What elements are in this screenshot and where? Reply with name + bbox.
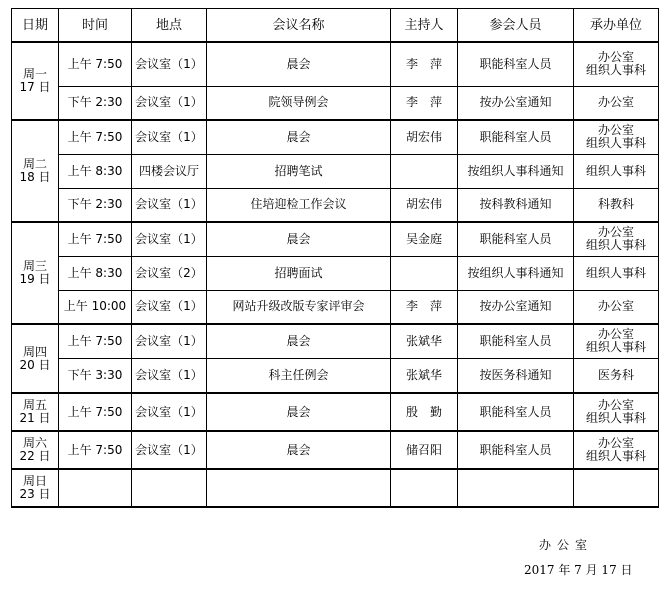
meeting-name-cell: 网站升级改版专家评审会 — [207, 290, 391, 324]
host-cell — [391, 469, 458, 507]
meeting-name-cell: 招聘笔试 — [207, 154, 391, 188]
attendees-cell: 职能科室人员 — [458, 120, 574, 154]
host-cell — [391, 256, 458, 290]
meeting-schedule-table — [11, 8, 659, 508]
organizer-line: 组织人事科 — [585, 340, 646, 355]
place-cell: 会议室（1） — [132, 120, 207, 154]
table-row — [12, 42, 659, 86]
table-row — [12, 120, 659, 154]
organizer-cell — [574, 393, 659, 431]
meeting-name-cell: 招聘面试 — [207, 256, 391, 290]
meeting-name-cell: 科主任例会 — [207, 358, 391, 393]
day-label-line: 周五 — [22, 398, 47, 412]
time-cell: 上午 7:50 — [59, 42, 132, 86]
place-cell: 会议室（1） — [132, 290, 207, 324]
day-label-line: 23 日 — [19, 487, 51, 501]
day-label-line: 20 日 — [19, 357, 51, 372]
attendees-cell: 按办公室通知 — [458, 290, 574, 324]
time-cell: 上午 8:30 — [59, 256, 132, 290]
place-cell: 会议室（2） — [132, 256, 207, 290]
day-label-line: 17 日 — [19, 80, 51, 94]
organizer-line: 办公室 — [597, 436, 634, 450]
footer-office: 办公室 — [539, 538, 594, 552]
time-cell: 下午 2:30 — [59, 86, 132, 120]
table-row — [12, 188, 659, 222]
table-row — [12, 469, 659, 507]
organizer-cell — [574, 120, 659, 154]
time-cell: 上午 7:50 — [59, 120, 132, 154]
day-label-line: 22 日 — [19, 449, 51, 463]
table-row — [12, 86, 659, 120]
organizer-line: 办公室 — [597, 327, 634, 342]
organizer-cell — [574, 188, 659, 222]
organizer-line: 医务科 — [597, 367, 634, 382]
organizer-cell — [574, 290, 659, 324]
host-cell: 储召阳 — [391, 431, 458, 469]
organizer-line: 办公室 — [597, 95, 634, 110]
time-cell: 上午 10:00 — [59, 290, 132, 324]
place-cell: 会议室（1） — [132, 324, 207, 358]
host-cell: 张斌华 — [391, 324, 458, 358]
meeting-name-cell: 晨会 — [207, 222, 391, 256]
meeting-name-cell — [207, 469, 391, 507]
meeting-name-cell: 晨会 — [207, 324, 391, 358]
day-label-line: 21 日 — [19, 411, 51, 425]
time-cell: 下午 2:30 — [59, 188, 132, 222]
organizer-line: 办公室 — [597, 299, 634, 314]
day-label-line: 19 日 — [19, 272, 51, 286]
meeting-name-cell: 晨会 — [207, 120, 391, 154]
time-cell: 上午 7:50 — [59, 431, 132, 469]
organizer-line: 办公室 — [597, 50, 634, 65]
organizer-cell — [574, 324, 659, 358]
table-row — [12, 393, 659, 431]
header-organizer: 承办单位 — [574, 9, 659, 43]
day-cell — [12, 469, 59, 507]
day-label-line: 周二 — [22, 157, 47, 171]
organizer-line: 组织人事科 — [585, 238, 646, 253]
header-row — [12, 9, 659, 43]
schedule-body — [12, 42, 659, 507]
meeting-name-cell: 院领导例会 — [207, 86, 391, 120]
host-cell: 吴金庭 — [391, 222, 458, 256]
attendees-cell: 按办公室通知 — [458, 86, 574, 120]
day-label-line: 周一 — [22, 67, 47, 81]
day-cell — [12, 324, 59, 393]
day-label-line: 周日 — [22, 474, 47, 488]
day-cell — [12, 431, 59, 469]
table-row — [12, 290, 659, 324]
day-label-line: 周三 — [22, 259, 47, 273]
place-cell: 会议室（1） — [132, 358, 207, 393]
header-meeting-name: 会议名称 — [207, 9, 391, 43]
header-time: 时间 — [59, 9, 132, 43]
organizer-cell — [574, 154, 659, 188]
attendees-cell: 职能科室人员 — [458, 222, 574, 256]
organizer-line: 办公室 — [597, 225, 634, 240]
time-cell: 上午 7:50 — [59, 324, 132, 358]
place-cell: 会议室（1） — [132, 431, 207, 469]
place-cell: 会议室（1） — [132, 393, 207, 431]
organizer-line: 组织人事科 — [585, 136, 646, 151]
place-cell: 四楼会议厅 — [132, 154, 207, 188]
header-place: 地点 — [132, 9, 207, 43]
attendees-cell: 按科教科通知 — [458, 188, 574, 222]
time-cell: 上午 8:30 — [59, 154, 132, 188]
attendees-cell: 职能科室人员 — [458, 393, 574, 431]
organizer-line: 办公室 — [597, 398, 634, 412]
attendees-cell — [458, 469, 574, 507]
organizer-cell — [574, 469, 659, 507]
host-cell: 殷 勤 — [391, 393, 458, 431]
host-cell: 胡宏伟 — [391, 188, 458, 222]
attendees-cell: 职能科室人员 — [458, 42, 574, 86]
table-row — [12, 256, 659, 290]
attendees-cell: 按医务科通知 — [458, 358, 574, 393]
header-date: 日期 — [12, 9, 59, 43]
attendees-cell: 按组织人事科通知 — [458, 154, 574, 188]
time-cell: 上午 7:50 — [59, 393, 132, 431]
organizer-line: 科教科 — [597, 197, 634, 212]
attendees-cell: 按组织人事科通知 — [458, 256, 574, 290]
table-row — [12, 431, 659, 469]
place-cell: 会议室（1） — [132, 42, 207, 86]
header-host: 主持人 — [391, 9, 458, 43]
organizer-line: 组织人事科 — [585, 63, 646, 78]
meeting-name-cell: 晨会 — [207, 431, 391, 469]
day-label-line: 周四 — [22, 344, 47, 359]
organizer-line: 组织人事科 — [585, 411, 646, 425]
meeting-name-cell: 住培迎检工作会议 — [207, 188, 391, 222]
day-cell — [12, 222, 59, 324]
place-cell — [132, 469, 207, 507]
table-row — [12, 324, 659, 358]
organizer-cell — [574, 222, 659, 256]
attendees-cell: 职能科室人员 — [458, 431, 574, 469]
host-cell — [391, 154, 458, 188]
meeting-name-cell: 晨会 — [207, 42, 391, 86]
organizer-line: 办公室 — [597, 123, 634, 138]
table-row — [12, 154, 659, 188]
time-cell: 下午 3:30 — [59, 358, 132, 393]
organizer-cell — [574, 358, 659, 393]
place-cell: 会议室（1） — [132, 86, 207, 120]
day-cell — [12, 42, 59, 120]
day-label-line: 周六 — [22, 436, 47, 450]
organizer-cell — [574, 256, 659, 290]
organizer-line: 组织人事科 — [585, 163, 646, 178]
meeting-name-cell: 晨会 — [207, 393, 391, 431]
host-cell: 胡宏伟 — [391, 120, 458, 154]
host-cell: 张斌华 — [391, 358, 458, 393]
table-row — [12, 358, 659, 393]
host-cell: 李 萍 — [391, 42, 458, 86]
host-cell: 李 萍 — [391, 86, 458, 120]
attendees-cell: 职能科室人员 — [458, 324, 574, 358]
place-cell: 会议室（1） — [132, 222, 207, 256]
footer-date: 2017 年 7 月 17 日 — [524, 563, 633, 577]
organizer-cell — [574, 42, 659, 86]
day-cell — [12, 120, 59, 222]
organizer-cell — [574, 431, 659, 469]
day-cell — [12, 393, 59, 431]
organizer-cell — [574, 86, 659, 120]
day-label-line: 18 日 — [19, 170, 51, 184]
table-row — [12, 222, 659, 256]
time-cell: 上午 7:50 — [59, 222, 132, 256]
organizer-line: 组织人事科 — [585, 265, 646, 280]
place-cell: 会议室（1） — [132, 188, 207, 222]
time-cell — [59, 469, 132, 507]
organizer-line: 组织人事科 — [585, 449, 646, 463]
header-attendees: 参会人员 — [458, 9, 574, 43]
host-cell: 李 萍 — [391, 290, 458, 324]
